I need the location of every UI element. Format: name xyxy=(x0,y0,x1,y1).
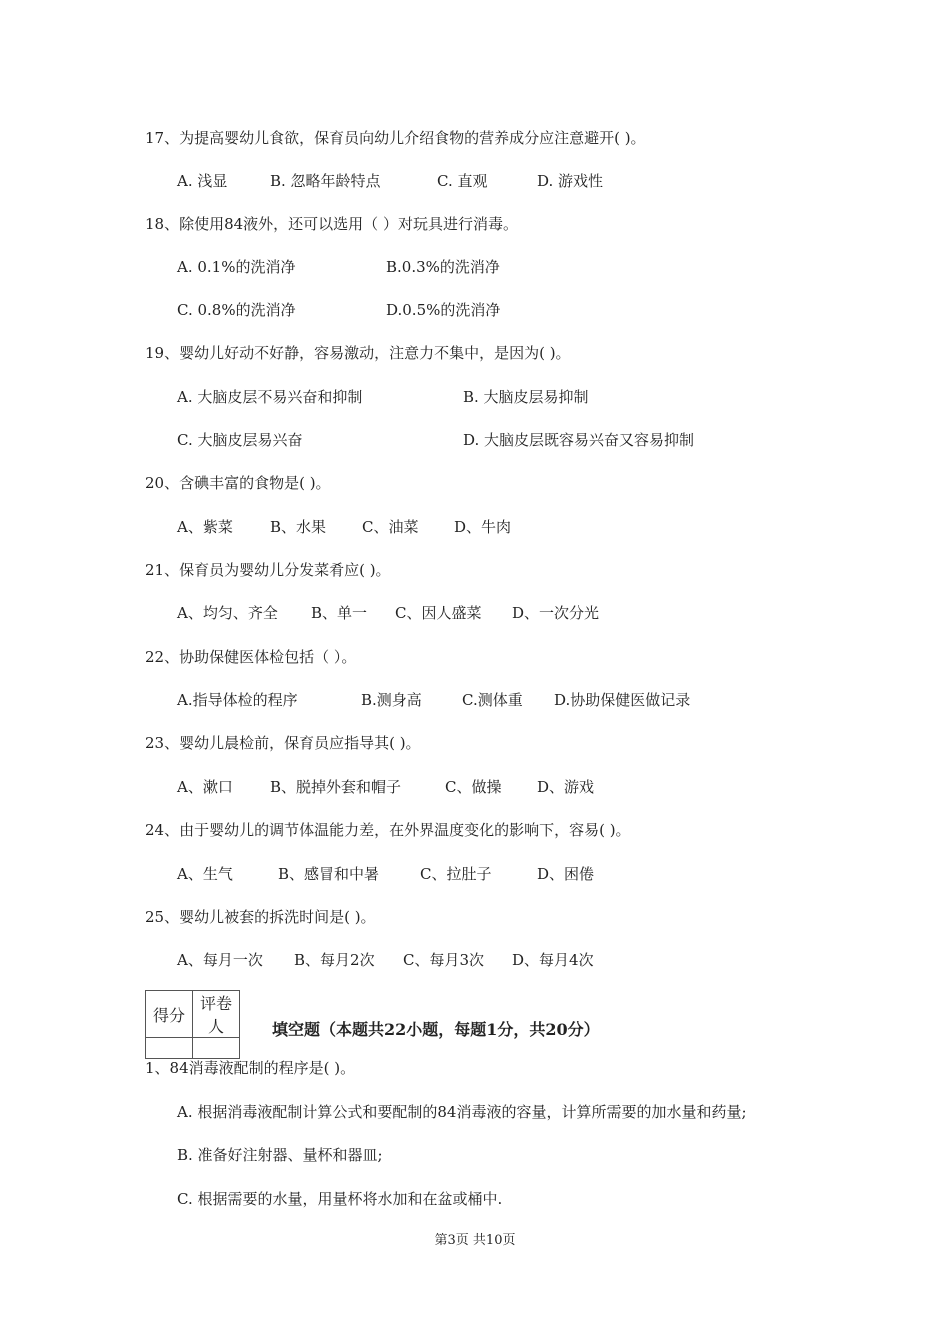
option: D、一次分光 xyxy=(512,604,600,622)
question-22: 22、协助保健医体检包括（ ）。 xyxy=(145,648,357,666)
option: D、每月4次 xyxy=(512,951,594,969)
question-23: 23、婴幼儿晨检前，保育员应指导其( )。 xyxy=(145,734,421,752)
option: A. 浅显 xyxy=(177,172,228,190)
option: B、单一 xyxy=(311,604,368,622)
option: C. 大脑皮层易兴奋 xyxy=(177,431,303,449)
question-20: 20、含碘丰富的食物是( )。 xyxy=(145,474,331,492)
page-footer: 第3页 共10页 xyxy=(434,1233,516,1248)
option: C、做操 xyxy=(445,778,502,796)
question-19: 19、婴幼儿好动不好静，容易激动，注意力不集中，是因为( )。 xyxy=(145,344,571,362)
score-label: 得分 xyxy=(146,991,193,1038)
option: D. 游戏性 xyxy=(537,172,604,190)
option: D、游戏 xyxy=(537,778,595,796)
fill-question-1-option-a: A. 根据消毒液配制计算公式和要配制的84消毒液的容量，计算所需要的加水量和药量; xyxy=(177,1103,747,1121)
option: B、感冒和中暑 xyxy=(278,865,380,883)
option: C、因人盛菜 xyxy=(395,604,482,622)
option: B、每月2次 xyxy=(294,951,375,969)
option: A、紫菜 xyxy=(177,518,233,536)
option: C、油菜 xyxy=(362,518,419,536)
option: C、拉肚子 xyxy=(420,865,492,883)
option: A.指导体检的程序 xyxy=(177,691,298,709)
option: A、生气 xyxy=(177,865,233,883)
score-cell xyxy=(146,1038,193,1059)
option: D、困倦 xyxy=(537,865,595,883)
option: A、漱口 xyxy=(177,778,233,796)
grader-label: 评卷人 xyxy=(193,991,240,1038)
option: A、每月一次 xyxy=(177,951,263,969)
option: B、脱掉外套和帽子 xyxy=(270,778,402,796)
grader-cell xyxy=(193,1038,240,1059)
question-25: 25、婴幼儿被套的拆洗时间是( )。 xyxy=(145,908,376,926)
option: D.协助保健医做记录 xyxy=(554,691,691,709)
fill-question-1: 1、84消毒液配制的程序是( )。 xyxy=(145,1059,356,1077)
section-title: 填空题（本题共22小题，每题1分，共20分） xyxy=(272,1020,600,1039)
option: C. 直观 xyxy=(437,172,488,190)
score-table xyxy=(145,990,240,1059)
option: D. 大脑皮层既容易兴奋又容易抑制 xyxy=(463,431,695,449)
option: A. 0.1%的洗消净 xyxy=(177,258,296,276)
option: B. 忽略年龄特点 xyxy=(270,172,381,190)
option: C.测体重 xyxy=(462,691,523,709)
option: A. 大脑皮层不易兴奋和抑制 xyxy=(177,388,363,406)
option: B.0.3%的洗消净 xyxy=(386,258,500,276)
option: A、均匀、齐全 xyxy=(177,604,278,622)
question-17: 17、为提高婴幼儿食欲，保育员向幼儿介绍食物的营养成分应注意避开( )。 xyxy=(145,129,646,147)
fill-question-1-option-b: B. 准备好注射器、量杯和器皿; xyxy=(177,1146,383,1164)
question-24: 24、由于婴幼儿的调节体温能力差，在外界温度变化的影响下，容易( )。 xyxy=(145,821,631,839)
question-18: 18、除使用84液外，还可以选用（ ）对玩具进行消毒。 xyxy=(145,215,518,233)
option: C、每月3次 xyxy=(403,951,485,969)
option: D、牛肉 xyxy=(454,518,512,536)
question-21: 21、保育员为婴幼儿分发菜肴应( )。 xyxy=(145,561,391,579)
option: B. 大脑皮层易抑制 xyxy=(463,388,589,406)
option: B.测身高 xyxy=(361,691,422,709)
option: C. 0.8%的洗消净 xyxy=(177,301,296,319)
fill-question-1-option-c: C. 根据需要的水量，用量杯将水加和在盆或桶中. xyxy=(177,1190,503,1208)
option: B、水果 xyxy=(270,518,327,536)
option: D.0.5%的洗消净 xyxy=(386,301,501,319)
